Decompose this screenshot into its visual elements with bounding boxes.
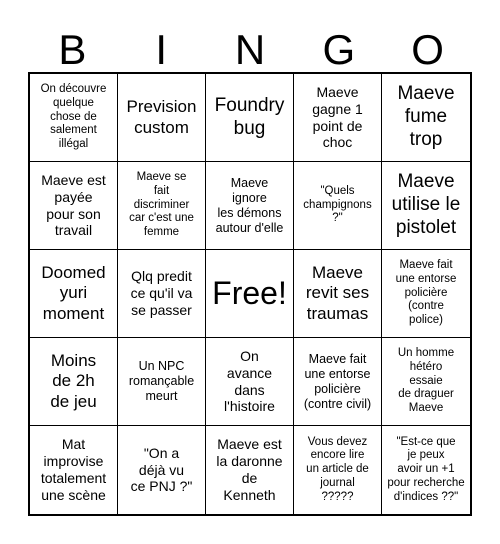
bingo-cell[interactable]: Un NPC romançable meurt xyxy=(118,338,206,426)
bingo-cell[interactable]: On avance dans l'histoire xyxy=(206,338,294,426)
header-letter-i: I xyxy=(155,26,168,73)
bingo-cell[interactable]: Maeve fait une entorse policière (contre police) xyxy=(382,250,470,338)
bingo-header xyxy=(28,28,472,72)
bingo-grid xyxy=(28,72,472,516)
free-cell[interactable]: Free! xyxy=(206,250,294,338)
bingo-cell[interactable]: Maeve est payée pour son travail xyxy=(30,162,118,250)
bingo-cell[interactable]: Prevision custom xyxy=(118,74,206,162)
bingo-cell[interactable]: Maeve se fait discriminer car c'est une femme xyxy=(118,162,206,250)
bingo-cell[interactable]: Maeve utilise le pistolet xyxy=(382,162,470,250)
bingo-cell[interactable]: Maeve gagne 1 point de choc xyxy=(294,74,382,162)
bingo-cell[interactable]: Maeve fait une entorse policière (contre civil) xyxy=(294,338,382,426)
bingo-cell[interactable]: "Quels champignons ?" xyxy=(294,162,382,250)
header-letter-n: N xyxy=(234,26,266,73)
header-letter-b: B xyxy=(58,26,87,73)
bingo-cell[interactable]: Qlq predit ce qu'il va se passer xyxy=(118,250,206,338)
bingo-cell[interactable]: Vous devez encore lire un article de journal ????? xyxy=(294,426,382,514)
header-letter-o: O xyxy=(411,26,444,73)
bingo-cell[interactable]: "Est-ce que je peux avoir un +1 pour recherche d'indices ??" xyxy=(387,435,465,503)
bingo-cell[interactable]: Maeve est la daronne de Kenneth xyxy=(206,426,294,514)
bingo-cell[interactable]: Doomed yuri moment xyxy=(30,250,118,338)
bingo-cell[interactable]: Maeve ignore les démons autour d'elle xyxy=(206,162,294,250)
header-letter-g: G xyxy=(322,26,356,73)
bingo-cell[interactable]: Moins de 2h de jeu xyxy=(30,338,118,426)
bingo-cell[interactable]: On découvre quelque chose de salement illégal xyxy=(30,74,118,162)
bingo-cell[interactable]: "On a déjà vu ce PNJ ?" xyxy=(118,426,206,514)
bingo-cell[interactable]: Maeve fume trop xyxy=(382,74,470,162)
bingo-cell[interactable]: Mat improvise totalement une scène xyxy=(30,426,118,514)
bingo-cell[interactable]: Foundry bug xyxy=(206,74,294,162)
bingo-cell[interactable]: Un homme hétéro essaie de draguer Maeve xyxy=(382,338,470,426)
bingo-cell[interactable]: Maeve revit ses traumas xyxy=(294,250,382,338)
